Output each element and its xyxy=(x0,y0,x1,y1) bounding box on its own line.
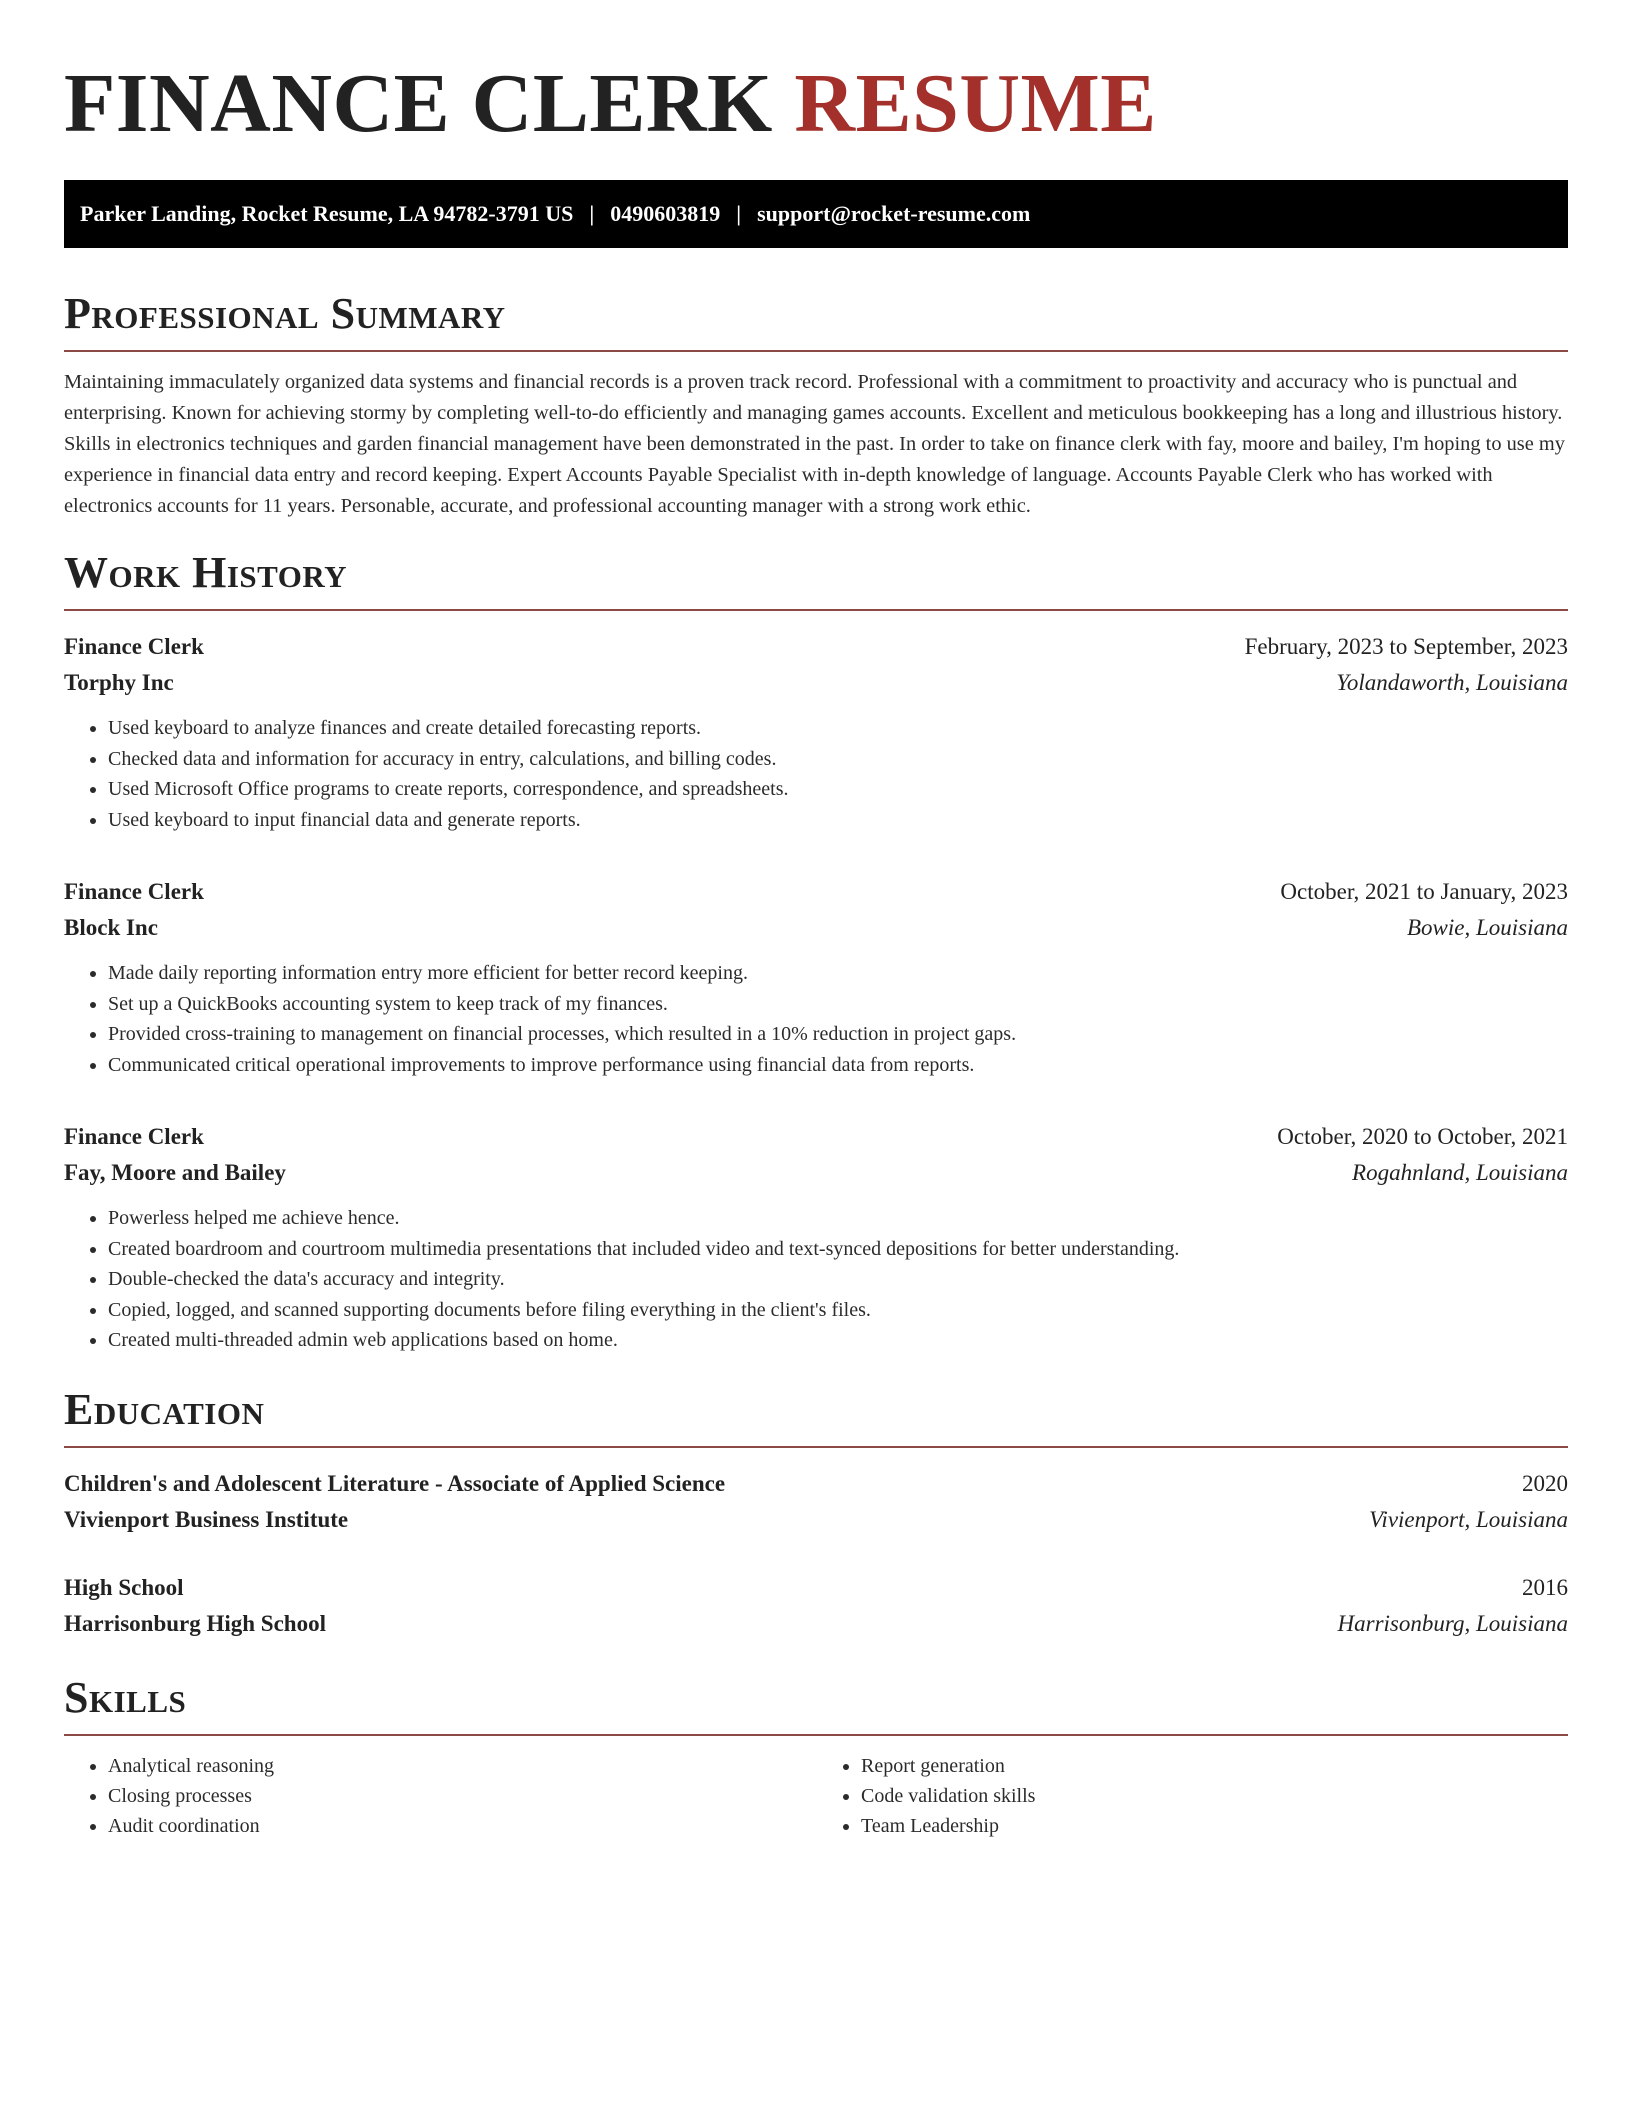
page-title xyxy=(64,54,1568,154)
education-year: 2020 xyxy=(1522,1470,1568,1496)
title-accent: RESUME xyxy=(794,57,1157,150)
skills-section xyxy=(64,1672,1568,1841)
contact-separator: | xyxy=(589,201,595,226)
summary-section xyxy=(64,288,1568,522)
job-company-row xyxy=(64,910,1568,946)
education-school-row xyxy=(64,1606,1568,1642)
job-entry xyxy=(64,874,1568,1080)
job-bullet: • Set up a QuickBooks accounting system to keep track of my finances. xyxy=(108,989,1568,1020)
job-company: Block Inc xyxy=(64,915,158,940)
education-location: Harrisonburg, Louisiana xyxy=(1337,1610,1568,1636)
section-divider xyxy=(64,1446,1568,1448)
contact-separator: | xyxy=(736,201,742,226)
skill-item: • Analytical reasoning xyxy=(108,1751,816,1781)
education-school: Vivienport Business Institute xyxy=(64,1506,349,1532)
summary-text: Maintaining immaculately organized data systems and financial records is a proven track record. Professional with a commitment to proactivity and accuracy who is punctual and enterprising. Known for achieving stormy by completing well-to-do efficiently and managing games accounts. Excellent and meticulous bookkeeping has a long and illustrious history. Skills in electronics techniques and garden financial management have been demonstrated in the past. In order to take on finance clerk with fay, moore and bailey, I'm hoping to use my experience in financial data entry and record keeping. Expert Accounts Payable Specialist with in-depth knowledge of language. Accounts Payable Clerk who has worked with electronics accounts for 11 years. Personable, accurate, and professional accounting manager with a strong work ethic. xyxy=(64,371,1565,517)
job-dates: October, 2021 to January, 2023 xyxy=(1280,879,1568,904)
job-location: Bowie, Louisiana xyxy=(1406,915,1568,940)
job-title: Finance Clerk xyxy=(64,1124,204,1149)
summary-heading: Professional Summary xyxy=(64,289,506,338)
job-company: Torphy Inc xyxy=(64,670,174,695)
job-dates: February, 2023 to September, 2023 xyxy=(1244,634,1568,659)
job-company-row xyxy=(64,665,1568,701)
job-location: Yolandaworth, Louisiana xyxy=(1336,670,1568,695)
contact-phone: 0490603819 xyxy=(610,201,721,226)
education-heading: Education xyxy=(64,1384,265,1434)
job-bullet: • Created multi-threaded admin web applications based on home. xyxy=(108,1325,1568,1356)
education-school: Harrisonburg High School xyxy=(64,1610,326,1636)
job-bullets xyxy=(64,958,1568,1080)
job-bullet: • Used keyboard to input financial data and generate reports. xyxy=(108,805,1568,836)
job-title: Finance Clerk xyxy=(64,879,204,904)
skills-column-left xyxy=(64,1751,816,1841)
job-title: Finance Clerk xyxy=(64,634,204,659)
skills-column-right xyxy=(816,1751,1568,1841)
job-header-row xyxy=(64,1119,1568,1155)
education-entry xyxy=(64,1466,1568,1538)
education-entry xyxy=(64,1570,1568,1642)
section-divider xyxy=(64,609,1568,611)
job-company-row xyxy=(64,1155,1568,1191)
education-degree-row xyxy=(64,1570,1568,1606)
job-bullet: • Copied, logged, and scanned supporting documents before filing everything in the client's files. xyxy=(108,1295,1568,1326)
skill-item: • Report generation xyxy=(861,1751,1568,1781)
job-bullets xyxy=(64,713,1568,835)
job-bullet: • Used keyboard to analyze finances and create detailed forecasting reports. xyxy=(108,713,1568,744)
skills-heading: Skills xyxy=(64,1672,187,1722)
job-bullet: • Created boardroom and courtroom multimedia presentations that included video and text-synced depositions for better understanding. xyxy=(108,1234,1568,1265)
skill-item: • Code validation skills xyxy=(861,1781,1568,1811)
title-main: FINANCE CLERK xyxy=(64,57,773,150)
work-history-section xyxy=(64,547,1568,1356)
contact-address: Parker Landing, Rocket Resume, LA 94782-3791 US xyxy=(80,201,574,226)
job-bullet: • Double-checked the data's accuracy and integrity. xyxy=(108,1264,1568,1295)
education-degree-row xyxy=(64,1466,1568,1502)
job-bullet: • Used Microsoft Office programs to create reports, correspondence, and spreadsheets. xyxy=(108,774,1568,805)
education-year: 2016 xyxy=(1522,1574,1568,1600)
skill-item: • Closing processes xyxy=(108,1781,816,1811)
job-header-row xyxy=(64,874,1568,910)
education-location: Vivienport, Louisiana xyxy=(1369,1506,1568,1532)
education-section xyxy=(64,1384,1568,1642)
job-entry xyxy=(64,1119,1568,1356)
section-divider xyxy=(64,1734,1568,1736)
job-bullet: • Powerless helped me achieve hence. xyxy=(108,1203,1568,1234)
job-bullet: • Made daily reporting information entry more efficient for better record keeping. xyxy=(108,958,1568,989)
job-location: Rogahnland, Louisiana xyxy=(1352,1160,1568,1185)
job-bullets xyxy=(64,1203,1568,1356)
education-school-row xyxy=(64,1502,1568,1538)
job-bullet: • Provided cross-training to management on financial processes, which resulted in a 10% reduction in project gaps. xyxy=(108,1019,1568,1050)
job-entry xyxy=(64,629,1568,835)
job-bullet: • Checked data and information for accuracy in entry, calculations, and billing codes. xyxy=(108,744,1568,775)
contact-bar xyxy=(64,180,1568,248)
contact-email: support@rocket-resume.com xyxy=(757,201,1031,226)
job-company: Fay, Moore and Bailey xyxy=(64,1160,286,1185)
education-degree: High School xyxy=(64,1574,184,1600)
work-history-heading: Work History xyxy=(64,548,348,597)
section-divider xyxy=(64,350,1568,352)
skills-columns xyxy=(64,1751,1568,1841)
skill-item: • Team Leadership xyxy=(861,1811,1568,1841)
job-dates: October, 2020 to October, 2021 xyxy=(1277,1124,1568,1149)
skill-item: • Audit coordination xyxy=(108,1811,816,1841)
job-header-row xyxy=(64,629,1568,665)
education-degree: Children's and Adolescent Literature - Associate of Applied Science xyxy=(64,1470,726,1496)
job-bullet: • Communicated critical operational improvements to improve performance using financial data from reports. xyxy=(108,1050,1568,1081)
